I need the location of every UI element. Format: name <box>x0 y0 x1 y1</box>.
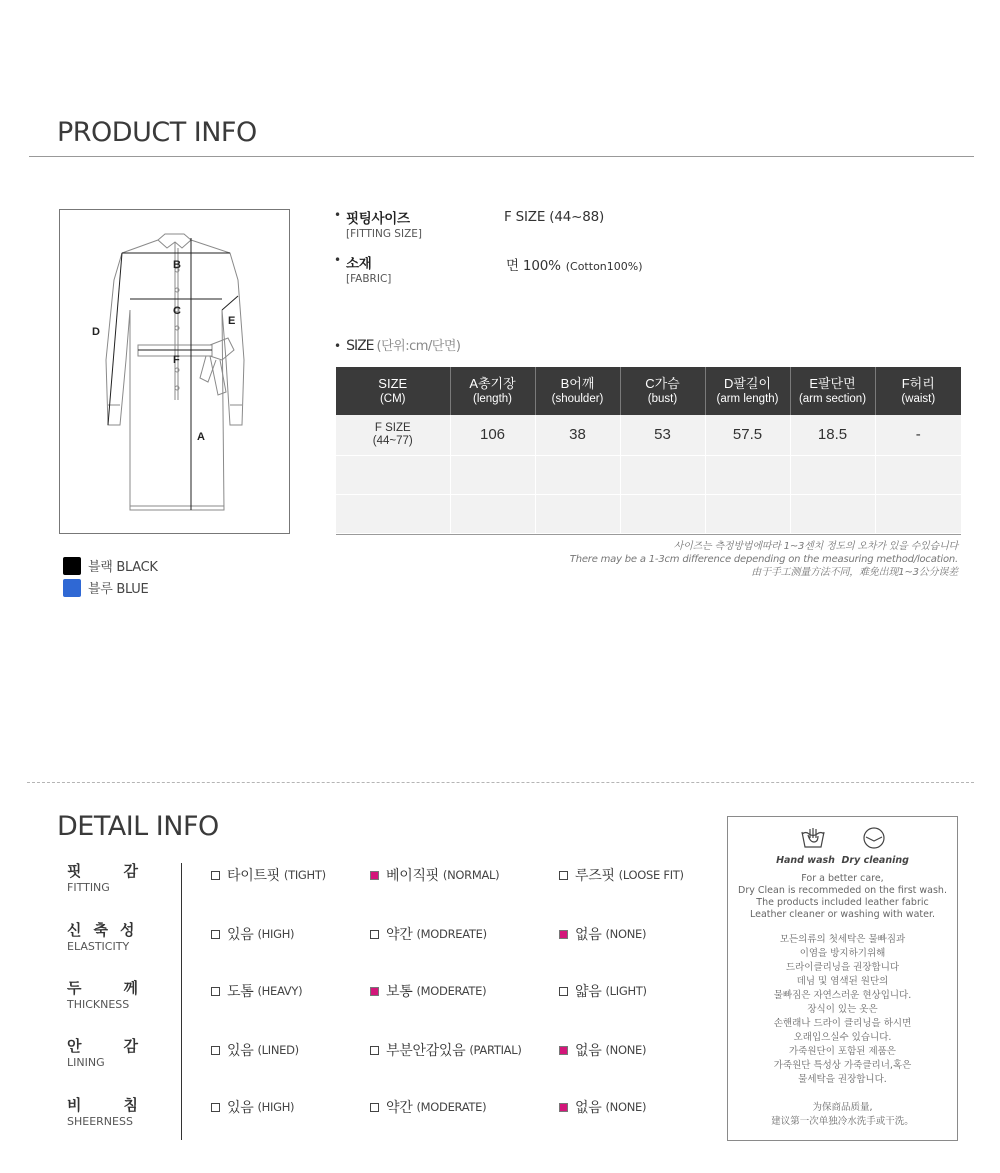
value-bust: 53 <box>620 415 705 455</box>
header-length: A총기장 (length) <box>450 367 535 415</box>
option-sheerness-moderate: 약간 (MODERATE) <box>370 1097 486 1117</box>
diagram-label-f: F <box>173 354 180 366</box>
option-elasticity-high: 있음 (HIGH) <box>211 924 294 944</box>
color-swatch-blue <box>63 579 81 597</box>
checkbox-icon <box>370 930 379 939</box>
checked-checkbox-icon <box>559 930 568 939</box>
spec-fitting-label <box>346 207 422 240</box>
color-option-black <box>63 556 158 575</box>
size-table-header-row <box>336 367 961 415</box>
header-arm-section: E팔단면 (arm section) <box>790 367 875 415</box>
spec-fitting-label-en: [FITTING SIZE] <box>346 228 422 240</box>
diagram-label-e: E <box>228 315 236 327</box>
checked-checkbox-icon <box>370 987 379 996</box>
header-bust: C가슴 (bust) <box>620 367 705 415</box>
checkbox-icon <box>370 1046 379 1055</box>
checkbox-icon <box>370 1103 379 1112</box>
color-label-black: 블랙 BLACK <box>88 560 158 575</box>
value-arm-section: 18.5 <box>790 415 875 455</box>
product-info-title: PRODUCT INFO <box>57 117 257 148</box>
care-instructions-box <box>727 816 958 1141</box>
detail-info-vertical-rule <box>181 863 182 1140</box>
note-kr: 사이즈는 측정방법에따라 1~3센치 정도의 오차가 있을 수있습니다 <box>673 541 958 552</box>
dry-cleaning-icon <box>862 826 886 850</box>
note-cn: 由于手工测量方法不同，难免出现1~3公分误差 <box>751 567 958 578</box>
value-waist: - <box>875 415 961 455</box>
checkbox-icon <box>211 1103 220 1112</box>
color-swatch-black <box>63 557 81 575</box>
value-length: 106 <box>450 415 535 455</box>
spec-fabric-label-kr: 소재 <box>346 256 372 272</box>
detail-row-label-sheerness: 비침 SHEERNESS <box>67 1096 180 1128</box>
detail-row-label-lining: 안감 LINING <box>67 1037 180 1069</box>
color-option-blue <box>63 578 148 597</box>
table-row-empty <box>336 494 961 533</box>
size-notes <box>458 540 958 579</box>
checked-checkbox-icon <box>559 1046 568 1055</box>
bullet: • <box>334 339 342 353</box>
size-table-bottom-border <box>336 534 961 535</box>
spec-fabric-value <box>506 254 643 274</box>
spec-fabric-label <box>346 252 391 285</box>
header-arm-length: D팔길이 (arm length) <box>705 367 790 415</box>
option-sheerness-high: 있음 (HIGH) <box>211 1097 294 1117</box>
detail-info-divider <box>27 782 974 783</box>
diagram-label-a: A <box>197 431 205 443</box>
color-label-blue: 블루 BLUE <box>88 582 149 597</box>
hand-wash-icon <box>800 826 826 850</box>
option-elasticity-moderate: 약간 (MODREATE) <box>370 924 487 944</box>
option-normal-fit: 베이직핏 (NORMAL) <box>370 865 499 885</box>
size-section-heading <box>334 335 460 354</box>
spec-fabric-value-main: 면 100% <box>506 258 561 274</box>
spec-fitting-label-kr: 핏팅사이즈 <box>346 211 410 227</box>
size-unit: (단위:cm/단면) <box>376 339 461 354</box>
care-korean-text: 모든의류의 첫세탁은 물빠짐과 이염을 방지하기위해 드라이클리닝을 권장합니다 데님 및 염색된 원단의 물빠짐은 자연스러운 현상입니다. 장식이 있는 옷은 손핸래나 드라이 클리닝을 하시면 오래입으실수 있습니다. 가죽원단이 포함된 제품은 가죽원단 특성상 가죽클리너,혹은 물세탁을 권장합니다. <box>773 934 912 1085</box>
checkbox-icon <box>559 987 568 996</box>
detail-info-title: DETAIL INFO <box>57 811 219 842</box>
header-size: SIZE (CM) <box>336 367 450 415</box>
option-sheerness-none: 없음 (NONE) <box>559 1097 646 1117</box>
table-row <box>336 415 961 455</box>
header-waist: F허리 (waist) <box>875 367 961 415</box>
option-thickness-moderate: 보통 (MODERATE) <box>370 981 486 1001</box>
spec-fabric-label-en: [FABRIC] <box>346 273 392 285</box>
option-lining-lined: 있음 (LINED) <box>211 1040 299 1060</box>
table-row-empty <box>336 455 961 494</box>
note-en: There may be a 1-3cm difference depending on the measuring method/location. <box>569 554 958 565</box>
diagram-label-d: D <box>92 326 100 338</box>
option-elasticity-none: 없음 (NONE) <box>559 924 646 944</box>
header-shoulder: B어깨 (shoulder) <box>535 367 620 415</box>
size-title: SIZE <box>346 338 374 354</box>
bullet: • <box>334 253 342 267</box>
care-icon-label: Hand wash Dry cleaning <box>776 855 909 866</box>
value-arm-length: 57.5 <box>705 415 790 455</box>
checkbox-icon <box>211 930 220 939</box>
detail-row-label-elasticity: 신축성 ELASTICITY <box>67 921 147 953</box>
value-shoulder: 38 <box>535 415 620 455</box>
size-table <box>336 367 961 534</box>
detail-row-label-thickness: 두께 THICKNESS <box>67 979 180 1011</box>
care-english-text: For a better care, Dry Clean is recommeded on the first wash. The products included leather fabric Leather cleaner or washing with water. <box>738 873 947 920</box>
garment-diagram <box>59 209 290 534</box>
diagram-label-c: C <box>173 305 181 317</box>
product-info-divider <box>29 156 974 157</box>
care-chinese-text: 为保商品质量, 建议第一次单独冷水洗手或干洗。 <box>771 1102 914 1127</box>
option-loose-fit: 루즈핏 (LOOSE FIT) <box>559 865 684 885</box>
bullet: • <box>334 208 342 222</box>
diagram-label-b: B <box>173 259 181 271</box>
option-tight-fit: 타이트핏 (TIGHT) <box>211 865 326 885</box>
option-thickness-heavy: 도톰 (HEAVY) <box>211 981 302 1001</box>
checkbox-icon <box>211 871 220 880</box>
checkbox-icon <box>211 987 220 996</box>
checkbox-icon <box>211 1046 220 1055</box>
option-thickness-light: 얇음 (LIGHT) <box>559 981 647 1001</box>
checkbox-icon <box>559 871 568 880</box>
spec-fabric-value-small: (Cotton100%) <box>565 260 643 273</box>
option-lining-none: 없음 (NONE) <box>559 1040 646 1060</box>
option-lining-partial: 부분안감있음 (PARTIAL) <box>370 1040 522 1060</box>
checked-checkbox-icon <box>370 871 379 880</box>
size-cell: F SIZE (44~77) <box>336 415 450 455</box>
detail-row-label-fitting: 핏감 FITTING <box>67 862 180 894</box>
checked-checkbox-icon <box>559 1103 568 1112</box>
spec-fitting-value: F SIZE (44~88) <box>504 209 605 225</box>
